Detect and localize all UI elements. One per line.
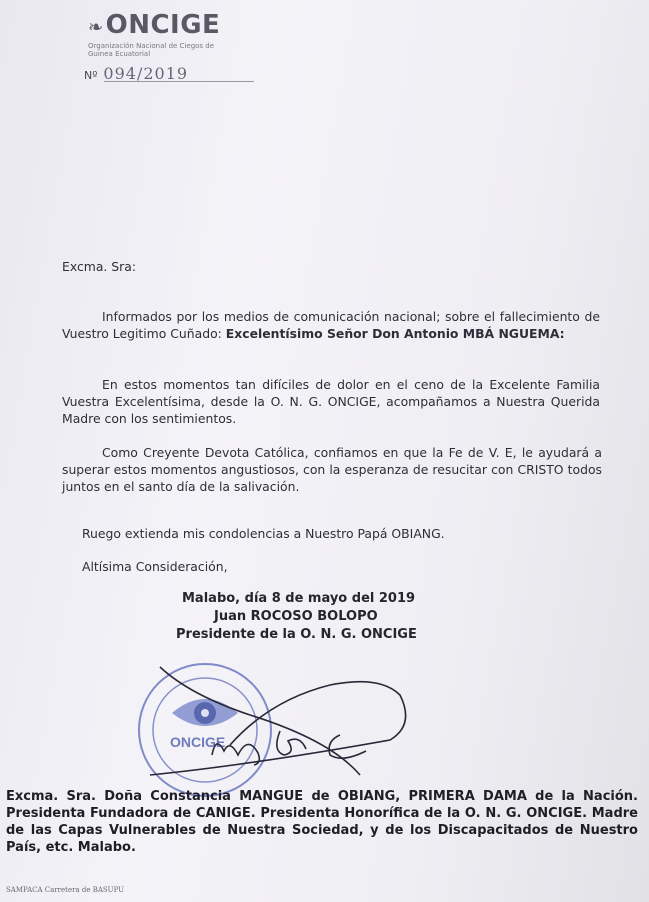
organization-stamp [139, 664, 271, 796]
closing: Altísima Consideración, [82, 559, 228, 575]
paragraph-1-bold: Excelentísimo Señor Don Antonio MBÁ NGUEMA: [225, 326, 565, 342]
paragraph-2: En estos momentos tan difíciles de dolor en el ceno de la Excelente Familia Vuestra Excelentísima, desde la O. N. G. ONCIGE, acompañamos a Nuestra Querida Madre con los sentimientos. [62, 377, 600, 427]
signature-block [176, 590, 417, 644]
reference-value: 094/2019 [103, 64, 189, 83]
stamp-text: ONCIGE [170, 734, 226, 750]
addressee-block: Excma. Sra. Doña Constancia MANGUE de OBIANG, PRIMERA DAMA de la Nación. Presidenta Fundadora de CANIGE. Presidenta Honorífica de la O. N. G. ONCIGE. Madre de las Capas Vulnerables de Nuestra Sociedad, y de los Discapacitados de Nuestro País, etc. Malabo. [6, 789, 638, 855]
logo-text: ONCIGE [105, 10, 221, 40]
organization-logo [88, 10, 248, 58]
stamp-and-signature [130, 655, 430, 805]
reference-label: Nº [84, 69, 98, 82]
walking-person-icon: ❧ [88, 17, 104, 38]
greeting: Excma. Sra: [62, 259, 137, 274]
place-date: Malabo, día 8 de mayo del 2019 [182, 591, 416, 606]
paragraph-3: Como Creyente Devota Católica, confiamos en que la Fe de V. E, le ayudará a superar estos momentos angustiosos, con la esperanza de resucitar con CRISTO todos juntos en el santo día de la salivación. [62, 445, 602, 495]
logo-subtitle: Organización Nacional de Ciegos de Guinea Ecuatorial [88, 42, 215, 58]
reference-number [84, 64, 188, 83]
signer-title: Presidente de la O. N. G. ONCIGE [176, 627, 417, 642]
paragraph-4: Ruego extienda mis condolencias a Nuestro Papá OBIANG. [82, 526, 445, 542]
signer-name: Juan ROCOSO BOLOPO [214, 609, 378, 624]
paragraph-1 [62, 308, 600, 342]
reference-underline [104, 81, 254, 82]
paragraph-1-text: Informados por los medios de comunicación nacional; sobre el fallecimiento de Vuestro Legitimo Cuñado: [62, 309, 600, 342]
printer-footer: SAMPACA Carretera de BASUPU [6, 886, 125, 894]
